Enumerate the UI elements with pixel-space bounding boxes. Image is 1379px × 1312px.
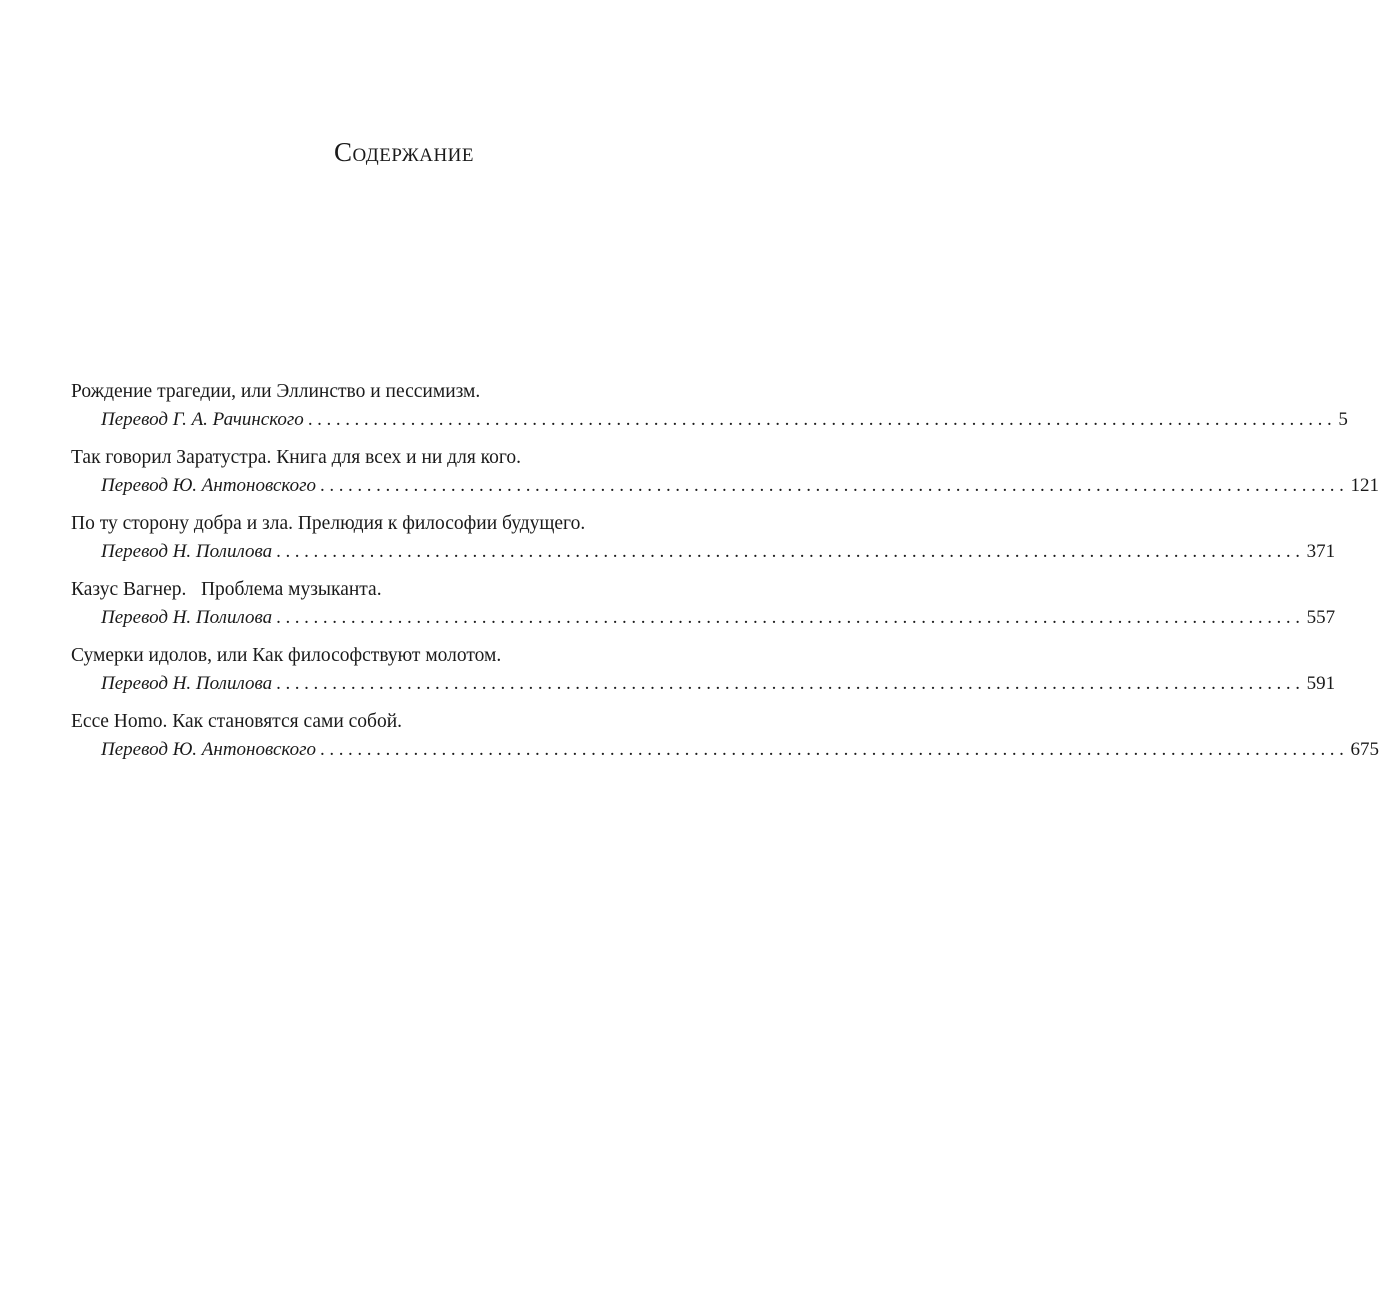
- toc-entry: [71, 708, 1379, 774]
- page-title: Содержание: [333, 137, 475, 167]
- dot-leader: ..............................................................................................................: [276, 673, 1305, 694]
- dot-leader: ..............................................................................................................: [320, 739, 1349, 760]
- entry-page-number: 675: [1350, 739, 1379, 760]
- entry-page-number: 5: [1338, 409, 1348, 430]
- table-of-contents: [71, 378, 1379, 774]
- toc-entry: [71, 444, 1379, 510]
- entry-page-number: 557: [1306, 607, 1336, 628]
- entry-translator-line: [101, 406, 1348, 434]
- toc-entry: [71, 378, 1348, 444]
- entry-translator-line: [101, 538, 1336, 566]
- dot-leader: ..............................................................................................................: [320, 475, 1349, 496]
- entry-page-number: 371: [1306, 541, 1336, 562]
- toc-entry: [71, 576, 1336, 642]
- entry-translator: Перевод Н. Полилова: [101, 541, 273, 562]
- entry-translator: Перевод Ю. Антоновского: [101, 739, 316, 760]
- entry-title: По ту сторону добра и зла. Прелюдия к философии будущего.: [71, 513, 586, 534]
- entry-page-number: 591: [1306, 673, 1336, 694]
- entry-translator-line: [101, 472, 1379, 500]
- entry-title: Сумерки идолов, или Как философствуют молотом.: [71, 645, 502, 666]
- entry-translator: Перевод Н. Полилова: [101, 673, 273, 694]
- entry-title: Так говорил Заратустра. Книга для всех и ни для кого.: [71, 447, 522, 468]
- entry-title: Рождение трагедии, или Эллинство и пессимизм.: [71, 381, 481, 402]
- dot-leader: ..............................................................................................................: [276, 541, 1305, 562]
- entry-title: Казус Вагнер. Проблема музыканта.: [71, 579, 382, 600]
- entry-translator: Перевод Г. А. Рачинского: [101, 409, 304, 430]
- entry-translator: Перевод Ю. Антоновского: [101, 475, 316, 496]
- dot-leader: ..............................................................................................................: [276, 607, 1305, 628]
- toc-entry: [71, 642, 1336, 708]
- entry-page-number: 121: [1350, 475, 1379, 496]
- entry-title: Ecce Homo. Как становятся сами собой.: [71, 711, 403, 732]
- entry-translator-line: [101, 604, 1336, 632]
- entry-translator-line: [101, 736, 1379, 764]
- dot-leader: ..............................................................................................................: [307, 409, 1337, 430]
- toc-entry: [71, 510, 1336, 576]
- entry-translator-line: [101, 670, 1336, 698]
- entry-translator: Перевод Н. Полилова: [101, 607, 273, 628]
